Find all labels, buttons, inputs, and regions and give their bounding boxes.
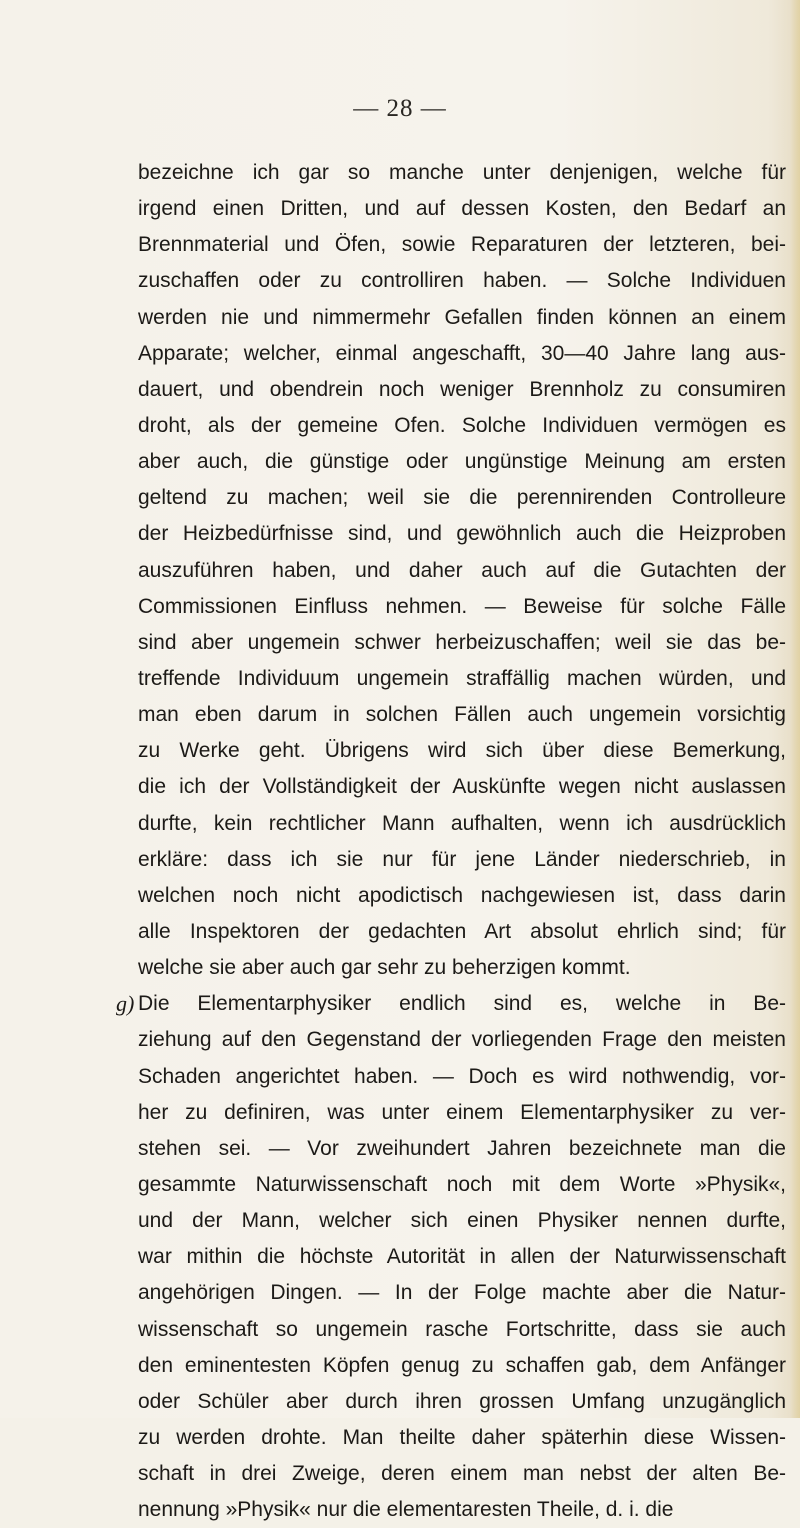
page-number: — 28 —: [353, 95, 447, 122]
text-line: [138, 263, 786, 299]
text-line: [138, 878, 786, 914]
text-line: [138, 516, 786, 552]
text-line: [138, 336, 786, 372]
text-line: [138, 769, 786, 805]
text-line: [138, 697, 786, 733]
line-text: stehen sei. — Vor zweihundert Jahren bezeichnete man die: [138, 1136, 786, 1160]
line-text: welchen noch nicht apodictisch nachgewiesen ist, dass darin: [138, 883, 786, 907]
text-line: [138, 1059, 786, 1095]
text-line: [138, 1312, 786, 1348]
text-line: [116, 986, 786, 1022]
line-text: geltend zu machen; weil sie die perennirenden Controlleure: [138, 486, 786, 510]
line-text: wissenschaft so ungemein rasche Fortschritte, dass sie auch: [138, 1317, 786, 1341]
text-line: [138, 806, 786, 842]
line-text: nennung »Physik« nur die elementaresten Theile, d. i. die: [138, 1498, 674, 1522]
line-text: zu werden drohte. Man theilte daher späterhin diese Wissen-: [138, 1425, 786, 1449]
text-line: [138, 589, 786, 625]
text-line: [138, 1275, 786, 1311]
line-text: droht, als der gemeine Ofen. Solche Individuen vermögen es: [138, 413, 786, 437]
text-line: [138, 1131, 786, 1167]
text-line: [138, 914, 786, 950]
line-text: angehörigen Dingen. — In der Folge machte aber die Natur-: [138, 1281, 786, 1305]
page-edge: [790, 0, 800, 1418]
line-text: erkläre: dass ich sie nur für jene Länder niederschrieb, in: [138, 847, 786, 871]
section-marker: g): [116, 991, 135, 1017]
line-text: aber auch, die günstige oder ungünstige Meinung am ersten: [138, 450, 786, 474]
line-text: war mithin die höchste Autorität in allen der Naturwissenschaft: [138, 1245, 786, 1269]
line-text: Commissionen Einfluss nehmen. — Beweise für solche Fälle: [138, 594, 786, 618]
line-text: zu Werke geht. Übrigens wird sich über diese Bemerkung,: [138, 739, 786, 763]
line-text: Schaden angerichtet haben. — Doch es wird nothwendig, vor-: [138, 1064, 786, 1088]
text-line: [138, 191, 786, 227]
text-line: [138, 155, 786, 191]
line-text: durfte, kein rechtlicher Mann aufhalten, wenn ich ausdrücklich: [138, 811, 786, 835]
text-line: [138, 1022, 786, 1058]
text-line: [138, 1095, 786, 1131]
body-text: [116, 155, 786, 1528]
line-text: ziehung auf den Gegenstand der vorliegenden Frage den meisten: [138, 1028, 786, 1052]
line-text: sind aber ungemein schwer herbeizuschaffen; weil sie das be-: [138, 630, 786, 654]
line-text: treffende Individuum ungemein straffällig machen würden, und: [138, 666, 786, 690]
text-line: [138, 733, 786, 769]
line-text: werden nie und nimmermehr Gefallen finden können an einem: [138, 305, 786, 329]
text-line: [138, 372, 786, 408]
line-text: zuschaffen oder zu controlliren haben. — Solche Individuen: [138, 269, 786, 293]
text-line: [138, 842, 786, 878]
line-text: der Heizbedürfnisse sind, und gewöhnlich auch die Heizproben: [138, 522, 786, 546]
line-text: man eben darum in solchen Fällen auch ungemein vorsichtig: [138, 703, 786, 727]
text-line: [138, 408, 786, 444]
text-line: [138, 625, 786, 661]
line-text: welche sie aber auch gar sehr zu beherzigen kommt.: [138, 956, 631, 980]
text-line: [138, 950, 786, 986]
text-line: [138, 553, 786, 589]
line-text: Brennmaterial und Öfen, sowie Reparaturen der letzteren, bei-: [138, 233, 786, 257]
line-text: oder Schüler aber durch ihren grossen Umfang unzugänglich: [138, 1389, 786, 1413]
text-line: [138, 1239, 786, 1275]
line-text: die ich der Vollständigkeit der Auskünfte wegen nicht auslassen: [138, 775, 786, 799]
line-text: auszuführen haben, und daher auch auf die Gutachten der: [138, 558, 786, 582]
text-line: [138, 1348, 786, 1384]
line-text: Die Elementarphysiker endlich sind es, welche in Be-: [138, 992, 786, 1016]
text-line: [138, 300, 786, 336]
text-line: [138, 1167, 786, 1203]
line-text: und der Mann, welcher sich einen Physiker nennen durfte,: [138, 1209, 786, 1233]
text-line: [138, 480, 786, 516]
text-line: [138, 1456, 786, 1492]
text-line: [138, 661, 786, 697]
line-text: bezeichne ich gar so manche unter denjenigen, welche für: [138, 161, 786, 184]
line-text: her zu definiren, was unter einem Elementarphysiker zu ver-: [138, 1100, 786, 1124]
text-line: [138, 444, 786, 480]
text-line: [138, 1492, 786, 1528]
text-line: [138, 1384, 786, 1420]
line-text: alle Inspektoren der gedachten Art absolut ehrlich sind; für: [138, 919, 786, 943]
text-line: [138, 1203, 786, 1239]
text-line: [138, 227, 786, 263]
text-line: [138, 1420, 786, 1456]
line-text: schaft in drei Zweige, deren einem man nebst der alten Be-: [138, 1462, 786, 1486]
line-text: gesammte Naturwissenschaft noch mit dem Worte »Physik«,: [138, 1172, 786, 1196]
line-text: irgend einen Dritten, und auf dessen Kosten, den Bedarf an: [138, 197, 786, 221]
line-text: Apparate; welcher, einmal angeschafft, 30—40 Jahre lang aus-: [138, 341, 786, 365]
line-text: den eminentesten Köpfen genug zu schaffen gab, dem Anfänger: [138, 1353, 786, 1377]
line-text: dauert, und obendrein noch weniger Brennholz zu consumiren: [138, 377, 786, 401]
